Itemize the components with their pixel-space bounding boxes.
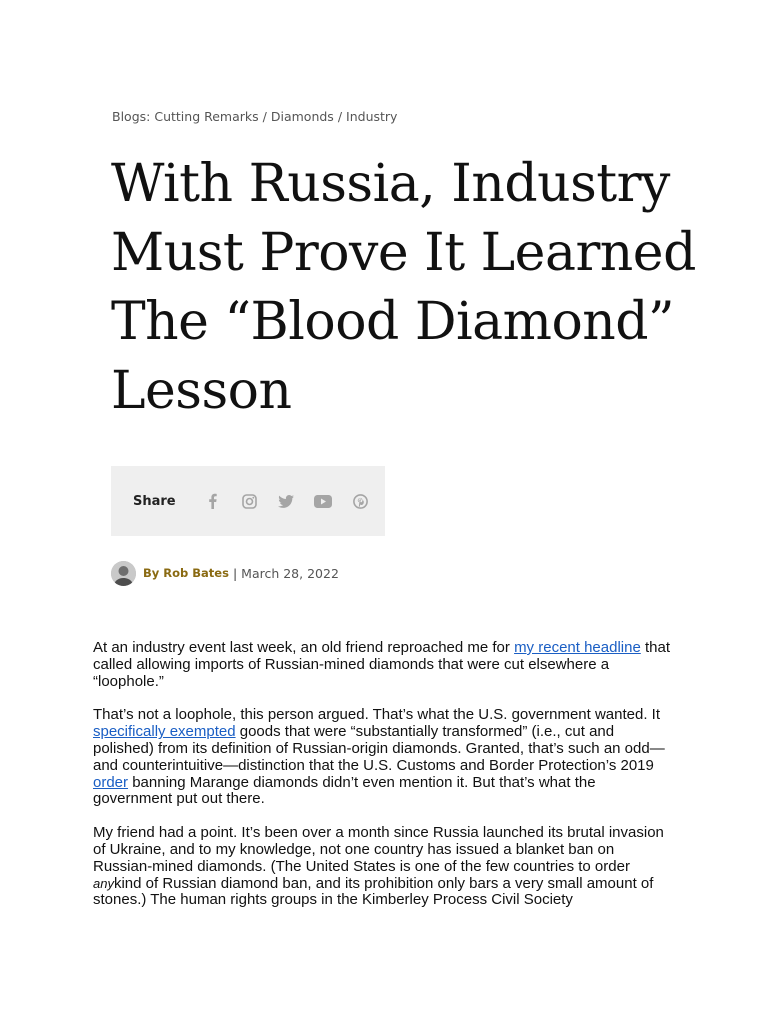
paragraph-text: that called allowing imports of Russian-mined diamonds that were cut elsewhere a “loophole.” [93, 639, 670, 690]
paragraph-text: That’s not a loophole, this person argued. That’s what the U.S. government wanted. It [93, 706, 661, 724]
paragraph-text: goods that were “substantially transformed” (i.e., cut and polished) from its definition of Russian-origin diamonds. Granted, that’s such an odd—and counterintuitive—distinction that the U.S. Customs and Border Protection’s 2019 [93, 723, 665, 774]
article-paragraph [93, 640, 673, 690]
author-link[interactable]: By Rob Bates [143, 566, 229, 580]
breadcrumb-prefix: Blogs: [112, 109, 151, 124]
article-paragraph [93, 707, 673, 808]
breadcrumb-separator: / [337, 109, 343, 124]
byline-divider: | [232, 565, 238, 581]
share-label: Share [133, 493, 176, 509]
breadcrumb-separator: / [262, 109, 267, 124]
paragraph-text: My friend had a point. It’s been over a month since Russia launched its brutal invasion of Ukraine, and to my knowledge, not one country has issued a blanket ban on Russian-mined diamonds. (The United States is one of the few countries to order [93, 824, 664, 875]
breadcrumb-item-industry[interactable]: Industry [346, 109, 398, 124]
article-body [93, 640, 673, 926]
author-avatar[interactable] [111, 561, 136, 586]
twitter-icon[interactable] [268, 490, 305, 512]
emphasis-text: any [93, 875, 114, 891]
paragraph-text: banning Marange diamonds didn’t even mention it. But that’s what the government put out there. [93, 773, 596, 808]
article-paragraph [93, 825, 673, 909]
byline [111, 560, 339, 586]
youtube-icon[interactable] [305, 490, 342, 512]
breadcrumb [112, 109, 397, 124]
specifically-exempted-link[interactable]: specifically exempted [93, 723, 236, 741]
order-link[interactable]: order [93, 773, 129, 791]
paragraph-text: At an industry event last week, an old friend reproached me for [93, 639, 515, 656]
my-recent-headline-link[interactable]: my recent headline [514, 639, 641, 656]
breadcrumb-item-cutting-remarks[interactable]: Cutting Remarks [154, 109, 259, 124]
facebook-icon[interactable] [194, 490, 231, 512]
publish-date: March 28, 2022 [241, 565, 339, 581]
pinterest-icon[interactable] [342, 490, 379, 512]
paragraph-text: kind of Russian diamond ban, and its prohibition only bars a very small amount of stones.) The human rights groups in the Kimberley Process Civil Society [93, 874, 654, 909]
share-icons [194, 490, 379, 512]
breadcrumb-item-diamonds[interactable]: Diamonds [270, 109, 334, 124]
instagram-icon[interactable] [231, 490, 268, 512]
article-title: With Russia, Industry Must Prove It Learned The “Blood Diamond” Lesson [111, 154, 696, 421]
share-bar [111, 466, 385, 536]
